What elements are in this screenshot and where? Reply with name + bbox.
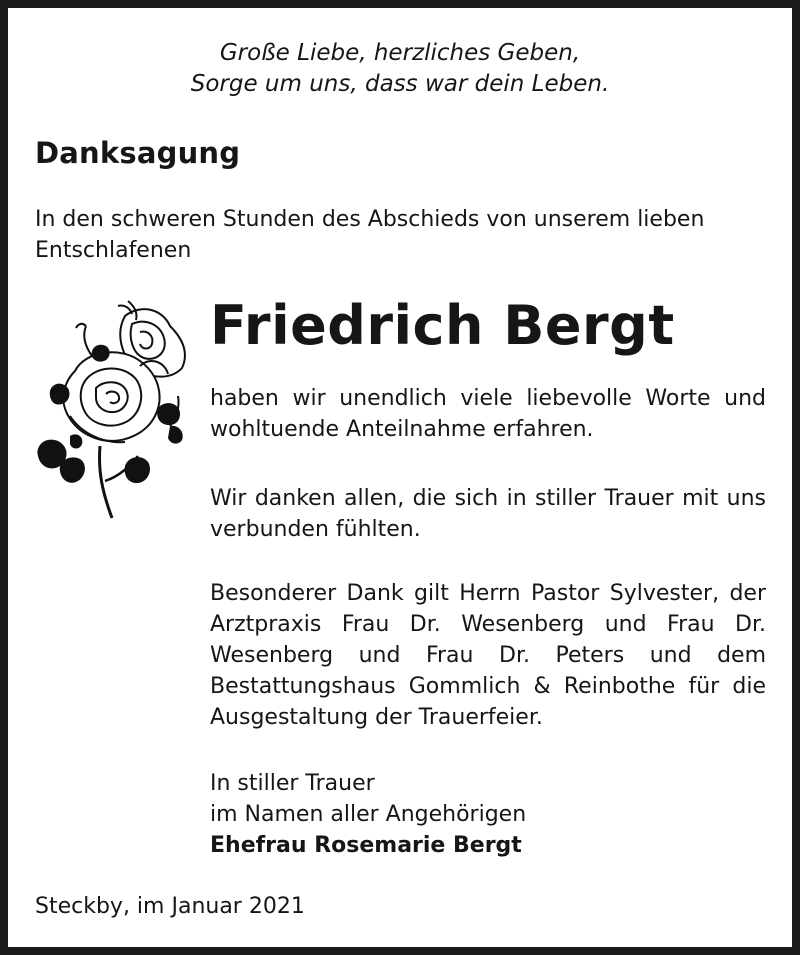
thanks-paragraph-2: Wir danken allen, die sich in stiller Trauer mit uns verbunden fühlten. bbox=[210, 486, 766, 542]
verse-line-2: Sorge um uns, dass war dein Leben. bbox=[190, 71, 610, 97]
closing-line-2: im Namen aller Angehörigen bbox=[210, 802, 527, 827]
rose-icon bbox=[30, 296, 195, 521]
closing-line-1: In stiller Trauer bbox=[210, 771, 375, 796]
closing-signature bbox=[210, 768, 526, 861]
intro-text: In den schweren Stunden des Abschieds von unserem lieben Entschlafenen bbox=[35, 207, 705, 263]
notice-heading: Danksagung bbox=[35, 136, 241, 170]
thanks-paragraph-3: Besonderer Dank gilt Herrn Pastor Sylvester, der Arztpraxis Frau Dr. Wesenberg und Frau Dr. Wesenberg und Frau Dr. Peters und dem Bestattungshaus Gommlich & Reinbothe für die Ausgestaltung der Trauerfeier. bbox=[210, 581, 766, 730]
deceased-name: Friedrich Bergt bbox=[210, 294, 675, 357]
memorial-verse bbox=[8, 38, 792, 100]
signer-name: Ehefrau Rosemarie Bergt bbox=[210, 833, 522, 858]
thanks-paragraph-1: haben wir unendlich viele liebevolle Worte und wohltuende Anteilnahme erfahren. bbox=[210, 386, 766, 442]
verse-line-1: Große Liebe, herzliches Geben, bbox=[219, 40, 581, 66]
place-and-date: Steckby, im Januar 2021 bbox=[35, 894, 305, 919]
